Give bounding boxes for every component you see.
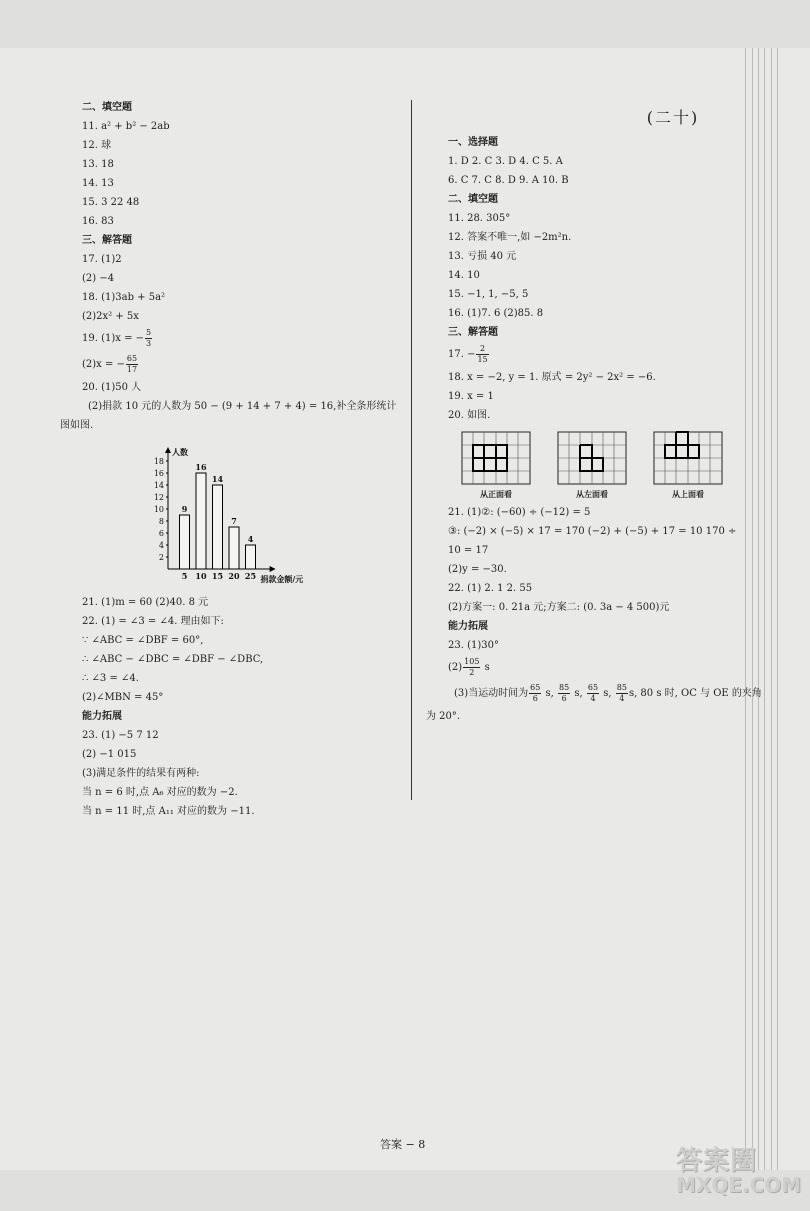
answer-line: 1. D 2. C 3. D 4. C 5. A xyxy=(448,156,563,167)
answer-20-2: (2)捐款 10 元的人数为 50 − (9 + 14 + 7 + 4) = 16,补全条形统计 xyxy=(88,401,397,412)
x-tick-label: 5 xyxy=(181,571,188,581)
fraction: $\frac{85}{6}$ xyxy=(559,683,570,703)
answer-line: 18. x = −2, y = 1. 原式 = 2y² − 2x² = −6. xyxy=(448,372,656,383)
three-views xyxy=(460,431,778,503)
bar-value-label: 7 xyxy=(231,516,237,526)
answer-17: 17. − $\frac{2}{15}$ xyxy=(448,344,488,364)
answer-line: 16. 83 xyxy=(82,216,114,227)
answer-line: 当 n = 6 时,点 A₆ 对应的数为 −2. xyxy=(82,787,238,798)
answer-line: 13. 18 xyxy=(82,159,114,170)
answer-23-2: (2) $\frac{105}{2}$ s xyxy=(448,657,490,677)
section-heading: 三、解答题 xyxy=(82,235,132,246)
left-view-grid xyxy=(557,431,627,485)
answer-line: 16. (1)7. 6 (2)85. 8 xyxy=(448,308,544,319)
right-lines-block-3 xyxy=(448,503,778,655)
answer-line: 12. 答案不唯一,如 −2m²n. xyxy=(448,232,572,243)
answer-line: 17. (1)2 xyxy=(82,254,122,265)
watermark-bottom: MXQE.COM xyxy=(676,1173,802,1197)
answer-line: (2)y = −30. xyxy=(448,564,507,575)
answer-line: 当 n = 11 时,点 A₁₁ 对应的数为 −11. xyxy=(82,806,255,817)
front-view xyxy=(460,431,532,504)
answer-line: 21. (1)m = 60 (2)40. 8 元 xyxy=(82,597,209,608)
x-tick-label: 20 xyxy=(228,571,240,581)
bar xyxy=(196,473,206,569)
answer-line: ∵ ∠ABC = ∠DBF = 60°, xyxy=(82,635,204,646)
front-view-label: 从正面看 xyxy=(480,490,512,499)
left-column xyxy=(60,98,402,821)
answer-23-3-end: 为 20°. xyxy=(426,711,461,722)
y-tick-label: 18 xyxy=(153,457,164,466)
answer-line: 12. 球 xyxy=(82,140,112,151)
section-heading: 能力拓展 xyxy=(448,621,488,632)
answer-line: 13. 亏损 40 元 xyxy=(448,251,517,262)
right-column xyxy=(426,108,778,726)
right-lines-block-2 xyxy=(448,368,778,425)
watermark xyxy=(676,1140,801,1197)
left-lines-block xyxy=(82,98,402,326)
answer-line: 6. C 7. C 8. D 9. A 10. B xyxy=(448,175,569,186)
bar xyxy=(213,485,223,569)
bar-chart xyxy=(142,441,402,593)
answer-line: (2) −1 015 xyxy=(82,749,137,760)
section-title: (二十) xyxy=(646,108,700,127)
answer-23-3: (3)当运动时间为 $\frac{65}{6}$ s, $\frac{85}{6}$ s, $\frac{65}{4}$ s, $\frac{85}{4}$ s, 80 s 时, OC 与 OE 的夹角 xyxy=(454,683,762,703)
answer-line: ③: (−2) × (−5) × 17 = 170 (−2) + (−5) + 17 = 10 170 ÷ xyxy=(448,526,737,537)
answer-line: (2)方案一: 0. 21a 元;方案二: (0. 3a − 4 500)元 xyxy=(448,602,670,613)
fraction: $\frac{65}{17}$ xyxy=(126,354,138,374)
fraction: $\frac{105}{2}$ xyxy=(464,657,480,677)
page-footer: 答案 − 8 xyxy=(380,1138,426,1151)
watermark-top: 答案圈 xyxy=(676,1146,758,1176)
answer-line: (2) −4 xyxy=(82,273,115,284)
left-view-label: 从左面看 xyxy=(576,490,608,499)
answer-line: 23. (1)30° xyxy=(448,640,499,651)
y-tick-label: 16 xyxy=(153,469,164,478)
y-tick-label: 8 xyxy=(158,517,164,526)
section-heading: 一、选择题 xyxy=(448,137,498,148)
x-axis-label: 捐款金额/元 xyxy=(260,575,304,584)
top-view xyxy=(652,431,724,504)
fraction: $\frac{85}{4}$ xyxy=(616,683,627,703)
section-heading: 能力拓展 xyxy=(82,711,122,722)
answer-line: 15. 3 22 48 xyxy=(82,197,140,208)
answer-line: 19. x = 1 xyxy=(448,391,494,402)
column-divider xyxy=(411,100,412,800)
y-tick-label: 14 xyxy=(153,481,164,490)
answer-line: 22. (1) 2. 1 2. 55 xyxy=(448,583,533,594)
bar-value-label: 14 xyxy=(211,474,224,484)
x-tick-label: 15 xyxy=(211,571,224,581)
answer-line: 14. 13 xyxy=(82,178,114,189)
left-lines-block-2 xyxy=(82,593,402,821)
y-axis-label: 人数 xyxy=(172,448,188,457)
answer-line: 21. (1)②: (−60) ÷ (−12) = 5 xyxy=(448,507,591,518)
answer-line: (2)2x² + 5x xyxy=(82,311,139,322)
bar-chart-svg xyxy=(142,441,342,586)
answer-20-1: 20. (1)50 人 xyxy=(82,382,142,393)
y-tick-label: 10 xyxy=(153,505,164,514)
fraction: $\frac{2}{15}$ xyxy=(477,344,488,364)
left-view xyxy=(556,431,628,504)
y-tick-label: 6 xyxy=(158,529,164,538)
bar-value-label: 4 xyxy=(247,534,254,544)
x-tick-label: 10 xyxy=(195,571,207,581)
right-lines-block xyxy=(448,133,778,342)
answer-line: 22. (1) = ∠3 = ∠4. 理由如下: xyxy=(82,616,224,627)
y-tick-label: 2 xyxy=(158,553,164,562)
answer-line: ∴ ∠ABC − ∠DBC = ∠DBF − ∠DBC, xyxy=(82,654,264,665)
x-tick-label: 25 xyxy=(244,571,257,581)
bar-value-label: 9 xyxy=(181,504,188,514)
answer-line: (3)满足条件的结果有两种: xyxy=(82,768,200,779)
top-view-grid xyxy=(653,431,723,485)
answer-line: 23. (1) −5 7 12 xyxy=(82,730,159,741)
y-tick-label: 12 xyxy=(153,493,164,502)
answer-line: 10 = 17 xyxy=(448,545,489,556)
y-tick-label: 4 xyxy=(158,541,164,550)
bar xyxy=(229,527,239,569)
section-heading: 三、解答题 xyxy=(448,327,498,338)
answer-line: 18. (1)3ab + 5a² xyxy=(82,292,166,303)
fraction: $\frac{65}{6}$ xyxy=(530,683,541,703)
top-view-label: 从上面看 xyxy=(672,490,704,499)
answer-line: 15. −1, 1, −5, 5 xyxy=(448,289,529,300)
x-axis-arrow xyxy=(270,566,276,572)
fraction: $\frac{65}{4}$ xyxy=(587,683,599,703)
answer-line: (2)∠MBN = 45° xyxy=(82,692,164,703)
section-heading: 二、填空题 xyxy=(82,102,132,113)
answer-line: 20. 如图. xyxy=(448,410,491,421)
y-axis-arrow xyxy=(165,447,171,453)
answer-19-2: (2)x = − $\frac{65}{17}$ xyxy=(82,354,138,374)
answer-line: ∴ ∠3 = ∠4. xyxy=(82,673,139,684)
answer-20-3: 图如图. xyxy=(60,420,94,431)
section-heading: 二、填空题 xyxy=(448,194,498,205)
fraction: $\frac{5}{3}$ xyxy=(146,328,152,348)
bar xyxy=(246,545,256,569)
bar xyxy=(180,515,190,569)
fraction-list: $\frac{65}{6}$ s, $\frac{85}{6}$ s, $\frac{65}{4}$ s, $\frac{85}{4}$ xyxy=(530,683,627,703)
answer-line: 11. 28. 305° xyxy=(448,213,511,224)
front-view-grid xyxy=(461,431,531,485)
answer-line: 14. 10 xyxy=(448,270,480,281)
answer-line: 11. a² + b² − 2ab xyxy=(82,121,170,132)
bar-value-label: 16 xyxy=(195,462,207,472)
answer-19-1: 19. (1)x = − $\frac{5}{3}$ xyxy=(82,328,152,348)
